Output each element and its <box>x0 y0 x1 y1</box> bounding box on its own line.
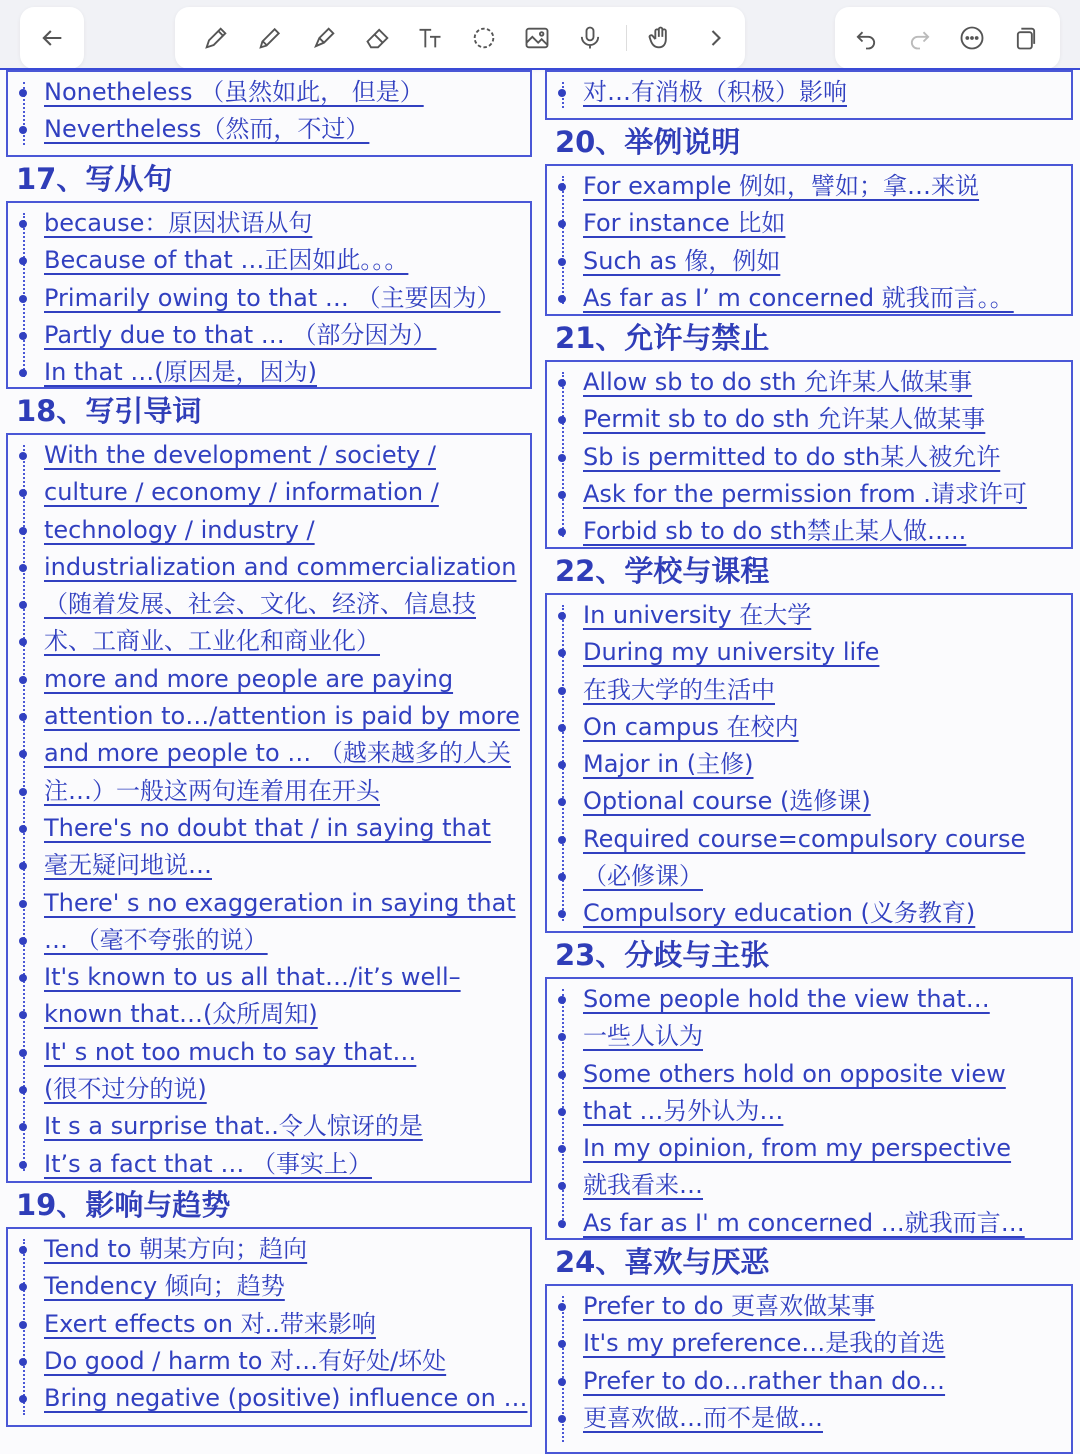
list-item[interactable]: Nevertheless（然而，不过） <box>8 111 530 148</box>
list-box <box>545 360 1073 549</box>
tools-group <box>175 7 745 69</box>
toolbar <box>0 0 1080 70</box>
list-item[interactable]: On campus 在校内 <box>547 709 1071 746</box>
list-item[interactable]: It's known to us all that…/it’s well– <box>8 959 530 996</box>
list-item[interactable]: There' s no exaggeration in saying that <box>8 885 530 922</box>
list-item[interactable]: more and more people are paying <box>8 661 530 698</box>
list-item[interactable]: Some others hold on opposite view <box>547 1056 1071 1093</box>
list-item[interactable]: It s a surprise that..令人惊讶的是 <box>8 1108 530 1145</box>
pages-icon[interactable] <box>1007 19 1045 57</box>
toolbar-divider <box>626 25 627 51</box>
list-item[interactable]: As far as I’ m concerned 就我而言。。 <box>547 280 1071 317</box>
list-item[interactable]: It’s a fact that … （事实上） <box>8 1146 530 1183</box>
list-item[interactable]: Permit sb to do sth 允许某人做某事 <box>547 401 1071 438</box>
list-item[interactable]: Nonetheless （虽然如此， 但是） <box>8 74 530 111</box>
list-item[interactable]: 更喜欢做…而不是做… <box>547 1400 1071 1437</box>
list-item[interactable]: Primarily owing to that … （主要因为） <box>8 280 530 317</box>
list-item[interactable]: known that…(众所周知) <box>8 996 530 1033</box>
redo-icon[interactable] <box>901 19 939 57</box>
list-item[interactable]: attention to…/attention is paid by more <box>8 698 530 735</box>
section-heading: 21、允许与禁止 <box>555 321 770 355</box>
image-icon[interactable] <box>518 19 556 57</box>
pencil-icon[interactable] <box>251 19 289 57</box>
list-item[interactable]: culture / economy / information / <box>8 474 530 511</box>
list-item[interactable]: that …另外认为… <box>547 1093 1071 1130</box>
list-box <box>6 1227 532 1427</box>
list-item[interactable]: technology / industry / <box>8 512 530 549</box>
list-item[interactable]: Partly due to that … （部分因为） <box>8 317 530 354</box>
list-item[interactable]: Exert effects on 对..带来影响 <box>8 1306 530 1343</box>
list-item[interactable]: Required course=compulsory course <box>547 821 1071 858</box>
list-box <box>545 593 1073 933</box>
list-item[interactable]: There's no doubt that / in saying that <box>8 810 530 847</box>
chevron-right-icon[interactable] <box>697 19 735 57</box>
list-item[interactable]: Allow sb to do sth 允许某人做某事 <box>547 364 1071 401</box>
list-item[interactable]: … （毫不夸张的说） <box>8 922 530 959</box>
list-item[interactable]: 就我看来… <box>547 1167 1071 1204</box>
list-item[interactable]: Do good / harm to 对…有好处/坏处 <box>8 1343 530 1380</box>
list-item[interactable]: For example 例如，譬如；拿…来说 <box>547 168 1071 205</box>
list-item[interactable]: Sb is permitted to do sth某人被允许 <box>547 439 1071 476</box>
list-box <box>6 201 532 389</box>
list-item[interactable]: Major in (主修) <box>547 746 1071 783</box>
list-item[interactable]: (很不过分的说) <box>8 1071 530 1108</box>
lasso-icon[interactable] <box>465 19 503 57</box>
list-item[interactable]: Tendency 倾向；趋势 <box>8 1268 530 1305</box>
section-heading: 22、学校与课程 <box>555 554 770 588</box>
pen-icon[interactable] <box>197 19 235 57</box>
list-item[interactable]: （必修课） <box>547 858 1071 895</box>
list-item[interactable]: Prefer to do…rather than do… <box>547 1363 1071 1400</box>
list-item[interactable]: 注…）一般这两句连着用在开头 <box>8 773 530 810</box>
list-box <box>545 70 1073 120</box>
list-item[interactable]: Because of that …正因如此。。。 <box>8 242 530 279</box>
eraser-icon[interactable] <box>359 19 397 57</box>
list-item[interactable]: Such as 像，例如 <box>547 243 1071 280</box>
section-heading: 17、写从句 <box>16 162 173 196</box>
list-box <box>545 164 1073 316</box>
highlighter-icon[interactable] <box>305 19 343 57</box>
list-item[interactable]: industrialization and commercialization <box>8 549 530 586</box>
list-item[interactable]: because：原因状语从句 <box>8 205 530 242</box>
list-item[interactable]: Forbid sb to do sth禁止某人做….. <box>547 513 1071 550</box>
section-heading: 18、写引导词 <box>16 394 202 428</box>
list-box <box>6 70 532 157</box>
section-heading: 24、喜欢与厌恶 <box>555 1245 770 1279</box>
section-heading: 20、举例说明 <box>555 125 741 159</box>
microphone-icon[interactable] <box>571 19 609 57</box>
list-item[interactable]: Compulsory education (义务教育) <box>547 895 1071 932</box>
list-item[interactable]: 术、工商业、工业化和商业化） <box>8 623 530 660</box>
undo-icon[interactable] <box>847 19 885 57</box>
list-item[interactable]: （随着发展、社会、文化、经济、信息技 <box>8 586 530 623</box>
list-item[interactable]: With the development / society / <box>8 437 530 474</box>
nav-group <box>20 7 84 69</box>
list-item[interactable]: Bring negative (positive) influence on … <box>8 1380 530 1417</box>
touch-icon[interactable] <box>641 19 679 57</box>
list-item[interactable]: In university 在大学 <box>547 597 1071 634</box>
list-item[interactable]: In that …(原因是，因为) <box>8 354 530 391</box>
list-item[interactable]: 对…有消极（积极）影响 <box>547 74 1071 111</box>
list-item[interactable]: 毫无疑问地说… <box>8 847 530 884</box>
back-arrow-icon[interactable] <box>33 19 71 57</box>
list-item[interactable]: Prefer to do 更喜欢做某事 <box>547 1288 1071 1325</box>
list-item[interactable]: For instance 比如 <box>547 205 1071 242</box>
right-column <box>545 70 1073 1454</box>
more-icon[interactable] <box>953 19 991 57</box>
list-item[interactable]: As far as I' m concerned …就我而言… <box>547 1205 1071 1242</box>
text-icon[interactable] <box>411 19 449 57</box>
list-item[interactable]: It' s not too much to say that… <box>8 1034 530 1071</box>
list-item[interactable]: 一些人认为 <box>547 1018 1071 1055</box>
left-column <box>6 70 532 1427</box>
list-item[interactable]: Ask for the permission from .请求许可 <box>547 476 1071 513</box>
list-item[interactable]: and more people to … （越来越多的人关 <box>8 735 530 772</box>
actions-group <box>835 7 1060 69</box>
list-box <box>545 977 1073 1240</box>
list-item[interactable]: In my opinion, from my perspective <box>547 1130 1071 1167</box>
list-box <box>545 1284 1073 1454</box>
section-heading: 19、影响与趋势 <box>16 1188 231 1222</box>
list-item[interactable]: It's my preference…是我的首选 <box>547 1325 1071 1362</box>
list-box <box>6 433 532 1183</box>
list-item[interactable]: Optional course (选修课) <box>547 783 1071 820</box>
section-heading: 23、分歧与主张 <box>555 938 770 972</box>
list-item[interactable]: During my university life <box>547 634 1071 671</box>
list-item[interactable]: Some people hold the view that… <box>547 981 1071 1018</box>
list-item[interactable]: Tend to 朝某方向；趋向 <box>8 1231 530 1268</box>
list-item[interactable]: 在我大学的生活中 <box>547 672 1071 709</box>
